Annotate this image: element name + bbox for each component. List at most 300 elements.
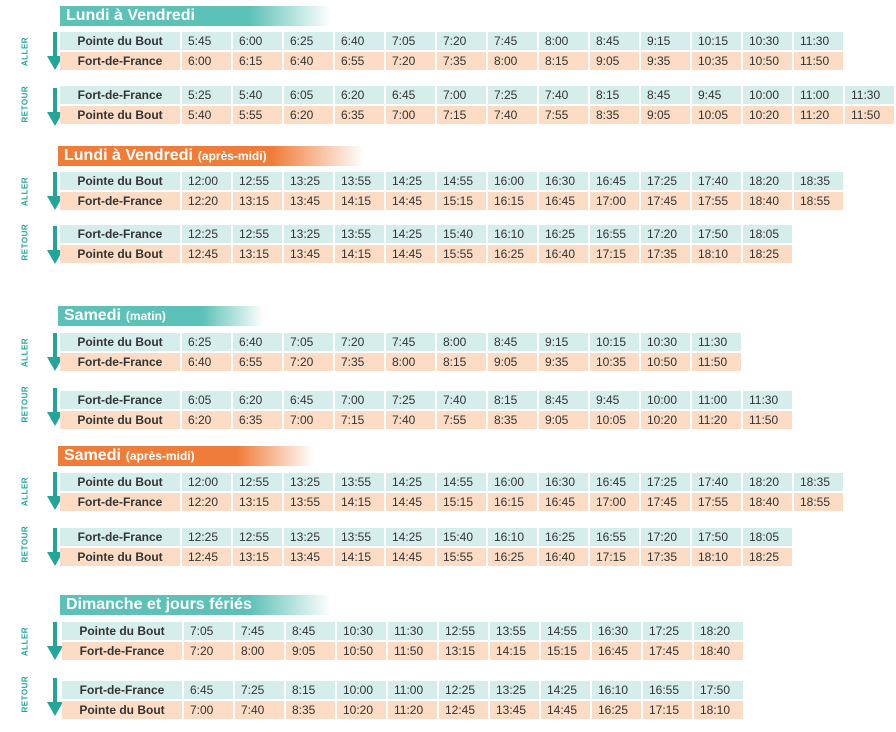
departure-time: 8:35 (286, 701, 335, 719)
departure-time: 6:25 (284, 32, 333, 50)
departure-time: 16:40 (539, 548, 588, 566)
departure-time: 15:40 (437, 225, 486, 243)
departure-time: 15:15 (541, 642, 590, 660)
stop-name: Pointe du Bout (60, 172, 180, 190)
departure-time: 16:30 (539, 473, 588, 491)
departure-time: 10:30 (743, 32, 792, 50)
stop-name: Pointe du Bout (60, 411, 180, 429)
departure-time: 16:25 (488, 548, 537, 566)
departure-time: 16:55 (643, 681, 692, 699)
departure-time: 17:55 (692, 493, 741, 511)
departure-time: 15:55 (437, 548, 486, 566)
departure-time: 10:15 (590, 333, 639, 351)
section-title: Lundi à Vendredi (66, 7, 195, 24)
departure-time: 9:05 (286, 642, 335, 660)
departure-time: 11:00 (692, 391, 741, 409)
departure-time: 13:55 (335, 528, 384, 546)
departure-time: 7:15 (335, 411, 384, 429)
departure-time: 5:40 (233, 86, 282, 104)
departure-time: 17:25 (643, 622, 692, 640)
departure-time: 8:45 (590, 32, 639, 50)
stop-name: Pointe du Bout (60, 245, 180, 263)
departure-time: 16:40 (539, 245, 588, 263)
departure-time: 16:25 (539, 225, 588, 243)
departure-time: 17:40 (692, 473, 741, 491)
timetable-row (60, 245, 794, 263)
departure-time: 9:35 (641, 52, 690, 70)
direction-label: RETOUR (20, 223, 30, 261)
departure-time: 8:00 (488, 52, 537, 70)
departure-time: 16:00 (488, 473, 537, 491)
departure-time: 13:15 (233, 548, 282, 566)
departure-time: 8:15 (286, 681, 335, 699)
section-header (60, 595, 331, 615)
section-subtitle: (matin) (125, 309, 166, 323)
departure-time: 14:45 (541, 701, 590, 719)
stop-name: Fort-de-France (60, 225, 180, 243)
departure-time: 17:35 (641, 548, 690, 566)
departure-time: 18:40 (743, 192, 792, 210)
departure-time: 18:20 (694, 622, 743, 640)
departure-time: 7:20 (284, 353, 333, 371)
departure-time: 16:10 (488, 225, 537, 243)
departure-time: 18:55 (794, 192, 843, 210)
direction-aller (20, 622, 50, 662)
departure-time: 18:40 (694, 642, 743, 660)
direction-label: RETOUR (20, 85, 30, 123)
departure-time: 6:40 (182, 353, 231, 371)
departure-time: 11:00 (388, 681, 437, 699)
timetable-row (60, 411, 794, 429)
departure-time: 7:00 (284, 411, 333, 429)
departure-time: 7:20 (437, 32, 486, 50)
stop-name: Fort-de-France (60, 391, 180, 409)
departure-time: 11:30 (794, 32, 843, 50)
section-title: Samedi (64, 447, 121, 464)
departure-time: 7:00 (335, 391, 384, 409)
departure-time: 13:55 (284, 493, 333, 511)
departure-time: 16:55 (590, 528, 639, 546)
departure-time: 16:25 (592, 701, 641, 719)
departure-time: 7:05 (184, 622, 233, 640)
stop-name: Fort-de-France (62, 642, 182, 660)
departure-time: 7:25 (488, 86, 537, 104)
departure-time: 13:15 (233, 192, 282, 210)
departure-time: 13:15 (233, 245, 282, 263)
timetable-row (60, 106, 896, 124)
departure-time: 7:40 (437, 391, 486, 409)
departure-time: 7:20 (386, 52, 435, 70)
departure-time: 14:15 (335, 493, 384, 511)
departure-time: 6:05 (182, 391, 231, 409)
direction-label: RETOUR (20, 675, 30, 713)
departure-time: 6:40 (335, 32, 384, 50)
timetable-row (60, 473, 845, 491)
departure-time: 12:00 (182, 473, 231, 491)
stop-name: Pointe du Bout (62, 701, 182, 719)
departure-time: 10:15 (692, 32, 741, 50)
departure-time: 12:55 (233, 225, 282, 243)
section-header (58, 306, 264, 326)
departure-time: 17:25 (641, 473, 690, 491)
departure-time: 6:55 (335, 52, 384, 70)
departure-time: 16:30 (539, 172, 588, 190)
direction-aller (20, 32, 50, 72)
departure-time: 11:50 (794, 52, 843, 70)
departure-time: 13:25 (490, 681, 539, 699)
departure-time: 8:45 (641, 86, 690, 104)
departure-time: 10:00 (743, 86, 792, 104)
departure-time: 8:35 (488, 411, 537, 429)
departure-time: 14:25 (386, 172, 435, 190)
departure-time: 12:20 (182, 493, 231, 511)
departure-time: 9:05 (539, 411, 588, 429)
departure-time: 6:00 (233, 32, 282, 50)
departure-time: 5:40 (182, 106, 231, 124)
departure-time: 14:55 (541, 622, 590, 640)
departure-time: 8:15 (437, 353, 486, 371)
departure-time: 6:25 (182, 333, 231, 351)
departure-time: 17:45 (643, 642, 692, 660)
departure-time: 7:00 (437, 86, 486, 104)
direction-label: ALLER (20, 337, 30, 368)
section-title: Dimanche et jours fériés (66, 596, 252, 613)
departure-time: 7:05 (284, 333, 333, 351)
direction-aller (20, 172, 50, 212)
departure-time: 11:30 (845, 86, 894, 104)
departure-time: 10:30 (337, 622, 386, 640)
departure-time: 14:25 (386, 473, 435, 491)
departure-time: 7:00 (386, 106, 435, 124)
departure-time: 15:55 (437, 245, 486, 263)
departure-time: 6:40 (284, 52, 333, 70)
departure-time: 6:15 (233, 52, 282, 70)
departure-time: 11:50 (845, 106, 894, 124)
departure-time: 13:45 (490, 701, 539, 719)
departure-time: 16:45 (539, 192, 588, 210)
departure-time: 13:45 (284, 192, 333, 210)
departure-time: 14:15 (335, 192, 384, 210)
departure-time: 12:25 (182, 528, 231, 546)
direction-retour (20, 223, 50, 266)
departure-time: 13:45 (284, 548, 333, 566)
departure-time: 18:40 (743, 493, 792, 511)
stop-name: Fort-de-France (60, 192, 180, 210)
departure-time: 17:45 (641, 493, 690, 511)
departure-time: 6:20 (233, 391, 282, 409)
departure-time: 7:55 (437, 411, 486, 429)
departure-time: 11:30 (743, 391, 792, 409)
departure-time: 9:05 (488, 353, 537, 371)
departure-time: 17:50 (692, 225, 741, 243)
stop-name: Fort-de-France (60, 52, 180, 70)
departure-time: 5:25 (182, 86, 231, 104)
departure-time: 7:20 (335, 333, 384, 351)
departure-time: 9:05 (641, 106, 690, 124)
departure-time: 7:35 (437, 52, 486, 70)
departure-time: 10:20 (743, 106, 792, 124)
departure-time: 6:20 (284, 106, 333, 124)
departure-time: 16:30 (592, 622, 641, 640)
stop-name: Pointe du Bout (60, 473, 180, 491)
departure-time: 9:35 (539, 353, 588, 371)
departure-time: 10:50 (337, 642, 386, 660)
departure-time: 8:00 (437, 333, 486, 351)
departure-time: 8:15 (590, 86, 639, 104)
timetable-row (60, 353, 743, 371)
departure-time: 17:00 (590, 493, 639, 511)
departure-time: 9:15 (539, 333, 588, 351)
timetable-row (62, 701, 745, 719)
direction-aller (20, 472, 50, 512)
departure-time: 10:50 (641, 353, 690, 371)
timetable-row (60, 333, 743, 351)
departure-time: 16:45 (592, 642, 641, 660)
departure-time: 17:20 (641, 225, 690, 243)
departure-time: 7:05 (386, 32, 435, 50)
departure-time: 6:45 (184, 681, 233, 699)
direction-retour (20, 525, 50, 568)
departure-time: 13:55 (490, 622, 539, 640)
departure-time: 14:15 (490, 642, 539, 660)
stop-name: Fort-de-France (60, 493, 180, 511)
section-title: Samedi (64, 307, 121, 324)
departure-time: 13:25 (284, 473, 333, 491)
departure-time: 7:55 (539, 106, 588, 124)
departure-time: 10:35 (692, 52, 741, 70)
stop-name: Fort-de-France (60, 353, 180, 371)
departure-time: 17:15 (643, 701, 692, 719)
departure-time: 14:45 (386, 192, 435, 210)
timetable-row (60, 225, 794, 243)
direction-retour (20, 85, 50, 128)
departure-time: 16:25 (539, 528, 588, 546)
departure-time: 5:55 (233, 106, 282, 124)
departure-time: 14:55 (437, 473, 486, 491)
departure-time: 18:25 (743, 245, 792, 263)
departure-time: 10:50 (743, 52, 792, 70)
departure-time: 14:55 (437, 172, 486, 190)
departure-time: 16:15 (488, 493, 537, 511)
departure-time: 14:25 (541, 681, 590, 699)
departure-time: 18:10 (692, 548, 741, 566)
departure-time: 8:00 (235, 642, 284, 660)
departure-time: 18:10 (694, 701, 743, 719)
departure-time: 16:10 (488, 528, 537, 546)
timetable-row (60, 548, 794, 566)
direction-label: RETOUR (20, 525, 30, 563)
stop-name: Fort-de-France (60, 528, 180, 546)
departure-time: 11:00 (794, 86, 843, 104)
departure-time: 17:20 (641, 528, 690, 546)
departure-time: 6:20 (182, 411, 231, 429)
departure-time: 14:25 (386, 528, 435, 546)
departure-time: 17:55 (692, 192, 741, 210)
departure-time: 14:25 (386, 225, 435, 243)
departure-time: 16:45 (539, 493, 588, 511)
departure-time: 18:05 (743, 225, 792, 243)
departure-time: 10:20 (337, 701, 386, 719)
departure-time: 6:20 (335, 86, 384, 104)
timetable-row (60, 52, 845, 70)
departure-time: 13:15 (233, 493, 282, 511)
departure-time: 12:25 (182, 225, 231, 243)
timetable-row (60, 528, 794, 546)
departure-time: 18:20 (743, 473, 792, 491)
departure-time: 16:45 (590, 473, 639, 491)
departure-time: 12:55 (233, 473, 282, 491)
departure-time: 5:45 (182, 32, 231, 50)
departure-time: 6:40 (233, 333, 282, 351)
direction-aller (20, 333, 50, 373)
departure-time: 8:15 (488, 391, 537, 409)
departure-time: 11:20 (692, 411, 741, 429)
departure-time: 17:50 (694, 681, 743, 699)
timetable-row (60, 86, 896, 104)
departure-time: 9:45 (692, 86, 741, 104)
departure-time: 10:20 (641, 411, 690, 429)
departure-time: 16:45 (590, 172, 639, 190)
departure-time: 16:55 (590, 225, 639, 243)
departure-time: 12:55 (233, 172, 282, 190)
section-header (58, 146, 364, 166)
section-header (58, 446, 314, 466)
departure-time: 7:20 (184, 642, 233, 660)
departure-time: 7:45 (235, 622, 284, 640)
departure-time: 8:00 (386, 353, 435, 371)
departure-time: 6:45 (386, 86, 435, 104)
departure-time: 11:20 (794, 106, 843, 124)
departure-time: 7:40 (235, 701, 284, 719)
departure-time: 17:40 (692, 172, 741, 190)
direction-retour (20, 675, 50, 718)
departure-time: 17:25 (641, 172, 690, 190)
timetable-row (60, 391, 794, 409)
stop-name: Pointe du Bout (62, 622, 182, 640)
departure-time: 8:45 (539, 391, 588, 409)
departure-time: 6:35 (233, 411, 282, 429)
departure-time: 17:50 (692, 528, 741, 546)
departure-time: 15:15 (437, 192, 486, 210)
departure-time: 10:05 (590, 411, 639, 429)
departure-time: 6:35 (335, 106, 384, 124)
departure-time: 7:45 (488, 32, 537, 50)
direction-label: ALLER (20, 476, 30, 507)
departure-time: 7:25 (386, 391, 435, 409)
departure-time: 10:05 (692, 106, 741, 124)
section-subtitle: (après-midi) (125, 449, 195, 463)
departure-time: 16:00 (488, 172, 537, 190)
stop-name: Pointe du Bout (60, 333, 180, 351)
departure-time: 17:45 (641, 192, 690, 210)
departure-time: 15:40 (437, 528, 486, 546)
departure-time: 13:55 (335, 225, 384, 243)
departure-time: 17:00 (590, 192, 639, 210)
timetable-row (62, 681, 745, 699)
departure-time: 17:15 (590, 245, 639, 263)
departure-time: 7:35 (335, 353, 384, 371)
departure-time: 7:45 (386, 333, 435, 351)
departure-time: 11:30 (692, 333, 741, 351)
direction-retour (20, 385, 50, 428)
departure-time: 17:15 (590, 548, 639, 566)
departure-time: 16:10 (592, 681, 641, 699)
direction-label: RETOUR (20, 385, 30, 423)
direction-label: ALLER (20, 36, 30, 67)
departure-time: 13:25 (284, 172, 333, 190)
departure-time: 17:35 (641, 245, 690, 263)
timetable-row (60, 192, 845, 210)
departure-time: 12:00 (182, 172, 231, 190)
departure-time: 18:35 (794, 473, 843, 491)
timetable-row (60, 493, 845, 511)
departure-time: 8:45 (286, 622, 335, 640)
departure-time: 12:55 (233, 528, 282, 546)
departure-time: 14:45 (386, 245, 435, 263)
departure-time: 13:55 (335, 172, 384, 190)
departure-time: 18:10 (692, 245, 741, 263)
departure-time: 18:25 (743, 548, 792, 566)
section-header (60, 6, 331, 26)
timetable-row (62, 642, 745, 660)
departure-time: 13:25 (284, 528, 333, 546)
departure-time: 18:20 (743, 172, 792, 190)
departure-time: 12:45 (439, 701, 488, 719)
departure-time: 14:15 (335, 548, 384, 566)
departure-time: 10:30 (641, 333, 690, 351)
departure-time: 6:45 (284, 391, 333, 409)
departure-time: 12:45 (182, 245, 231, 263)
departure-time: 9:45 (590, 391, 639, 409)
timetable-row (60, 172, 845, 190)
departure-time: 11:50 (692, 353, 741, 371)
stop-name: Pointe du Bout (60, 106, 180, 124)
stop-name: Fort-de-France (62, 681, 182, 699)
departure-time: 7:15 (437, 106, 486, 124)
departure-time: 18:35 (794, 172, 843, 190)
departure-time: 16:15 (488, 192, 537, 210)
direction-label: ALLER (20, 626, 30, 657)
departure-time: 11:50 (743, 411, 792, 429)
departure-time: 13:55 (335, 473, 384, 491)
departure-time: 7:00 (184, 701, 233, 719)
departure-time: 14:45 (386, 548, 435, 566)
departure-time: 7:40 (488, 106, 537, 124)
section-title: Lundi à Vendredi (64, 147, 193, 164)
departure-time: 9:05 (590, 52, 639, 70)
departure-time: 8:35 (590, 106, 639, 124)
departure-time: 12:45 (182, 548, 231, 566)
departure-time: 6:05 (284, 86, 333, 104)
departure-time: 7:25 (235, 681, 284, 699)
departure-time: 14:45 (386, 493, 435, 511)
departure-time: 15:15 (437, 493, 486, 511)
departure-time: 12:20 (182, 192, 231, 210)
departure-time: 11:20 (388, 701, 437, 719)
departure-time: 18:05 (743, 528, 792, 546)
departure-time: 12:25 (439, 681, 488, 699)
departure-time: 9:15 (641, 32, 690, 50)
departure-time: 10:00 (337, 681, 386, 699)
departure-time: 11:50 (388, 642, 437, 660)
departure-time: 8:45 (488, 333, 537, 351)
departure-time: 14:15 (335, 245, 384, 263)
departure-time: 7:40 (386, 411, 435, 429)
departure-time: 8:00 (539, 32, 588, 50)
stop-name: Fort-de-France (60, 86, 180, 104)
departure-time: 12:55 (439, 622, 488, 640)
timetable-row (60, 32, 845, 50)
